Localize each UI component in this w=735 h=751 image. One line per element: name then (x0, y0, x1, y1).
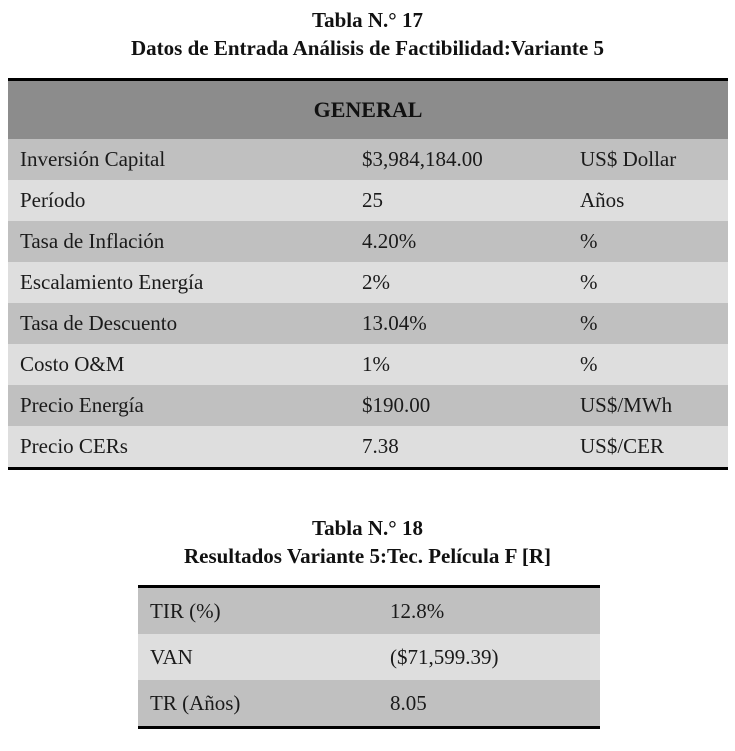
row-value: ($71,599.39) (390, 634, 600, 680)
row-unit: US$ Dollar (580, 139, 728, 180)
row-label: VAN (138, 634, 390, 680)
table-row (8, 426, 728, 469)
row-unit: % (580, 344, 728, 385)
row-value: 8.05 (390, 680, 600, 728)
table-row (8, 303, 728, 344)
row-label: Costo O&M (8, 344, 362, 385)
row-unit: US$/MWh (580, 385, 728, 426)
row-label: Precio CERs (8, 426, 362, 469)
row-label: Período (8, 180, 362, 221)
row-label: Precio Energía (8, 385, 362, 426)
row-unit: US$/CER (580, 426, 728, 469)
row-label: TIR (%) (138, 587, 390, 635)
row-value: 13.04% (362, 303, 580, 344)
row-label: Tasa de Descuento (8, 303, 362, 344)
table-row (8, 344, 728, 385)
table-row (138, 587, 600, 635)
table-18-number: Tabla N.° 18 (312, 516, 423, 540)
table-17-title: Datos de Entrada Análisis de Factibilidad:Variante 5 (131, 36, 604, 60)
table-row (8, 385, 728, 426)
row-label: Escalamiento Energía (8, 262, 362, 303)
row-label: Tasa de Inflación (8, 221, 362, 262)
row-value: $190.00 (362, 385, 580, 426)
table-row (8, 262, 728, 303)
table-row (8, 139, 728, 180)
row-value: $3,984,184.00 (362, 139, 580, 180)
row-unit: Años (580, 180, 728, 221)
table-18-caption (0, 514, 735, 570)
row-unit: % (580, 221, 728, 262)
table-17-number: Tabla N.° 17 (312, 8, 423, 32)
table-row (138, 680, 600, 728)
table-17-caption (0, 6, 735, 62)
row-value: 12.8% (390, 587, 600, 635)
table-18-title: Resultados Variante 5:Tec. Película F [R] (183, 544, 552, 568)
row-value: 4.20% (362, 221, 580, 262)
row-value: 2% (362, 262, 580, 303)
table-row (8, 180, 728, 221)
row-label: Inversión Capital (8, 139, 362, 180)
row-value: 1% (362, 344, 580, 385)
input-data-table (8, 78, 728, 470)
row-label: TR (Años) (138, 680, 390, 728)
row-unit: % (580, 262, 728, 303)
results-table (138, 585, 600, 729)
table-row (8, 221, 728, 262)
table-header-general: GENERAL (8, 80, 728, 140)
table-row (138, 634, 600, 680)
row-value: 25 (362, 180, 580, 221)
row-value: 7.38 (362, 426, 580, 469)
row-unit: % (580, 303, 728, 344)
